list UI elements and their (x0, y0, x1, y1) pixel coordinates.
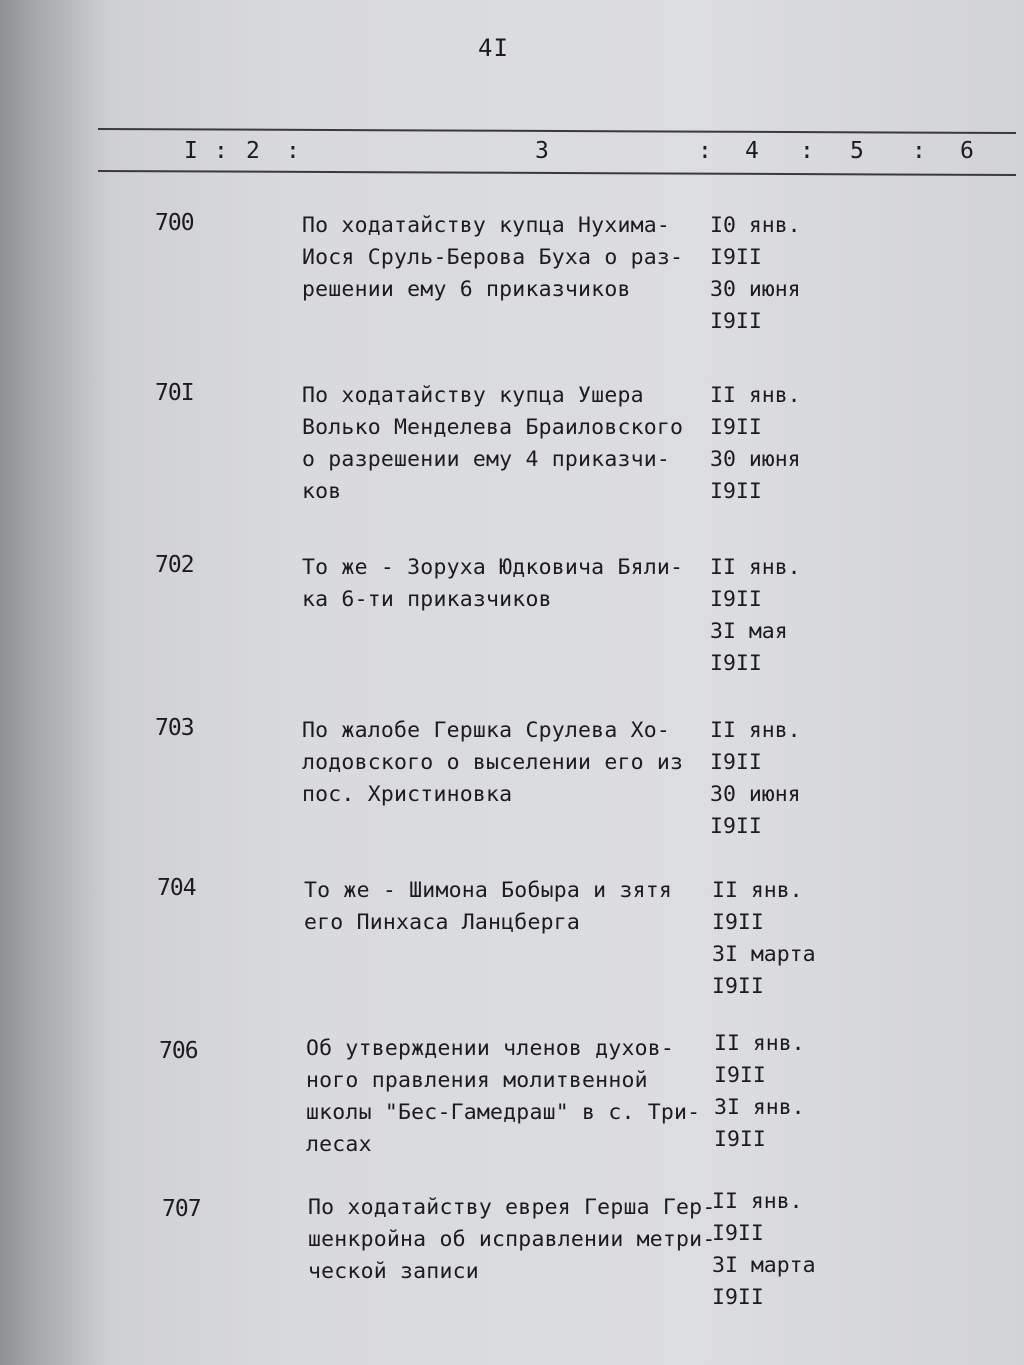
entry-dates (710, 715, 801, 843)
entry-description (304, 875, 672, 939)
entry-dates (714, 1028, 805, 1156)
entry-text-line: ков (302, 479, 342, 504)
end-year: I9II (710, 814, 762, 839)
entry-number: 703 (155, 715, 194, 741)
entry-text-line: По ходатайству еврея Герша Гер- (308, 1195, 716, 1220)
entry-dates (712, 1186, 816, 1314)
table-header-bottom-rule (98, 170, 1016, 176)
column-4-header: 4 (745, 138, 759, 164)
entry-text-line: По жалобе Гершка Срулева Хо- (302, 718, 671, 743)
entry-text-line: По ходатайству купца Ушера (302, 383, 644, 408)
entry-text-line: Иося Сруль-Берова Буха о раз- (302, 245, 684, 270)
entry-text-line: ного правления молитвенной (306, 1068, 648, 1093)
end-date: 30 июня (710, 782, 801, 807)
start-date: II янв. (710, 555, 801, 580)
end-year: I9II (710, 479, 762, 504)
end-date: 3I марта (712, 942, 816, 967)
page-number: 4I (478, 34, 509, 62)
entry-number: 704 (157, 875, 196, 901)
column-5-header: 5 (850, 138, 864, 164)
entry-text-line: ческой записи (308, 1259, 479, 1284)
column-separator: : (214, 138, 228, 164)
end-year: I9II (712, 974, 764, 999)
column-separator: : (912, 138, 926, 164)
entry-text-line: о разрешении ему 4 приказчи- (302, 447, 671, 472)
entry-description (308, 1192, 715, 1288)
column-3-header: 3 (535, 138, 549, 164)
entry-text-line: решении ему 6 приказчиков (302, 277, 631, 302)
start-date: II янв. (712, 1189, 803, 1214)
end-date: 30 июня (710, 277, 801, 302)
entry-text-line: ка 6-ти приказчиков (302, 587, 552, 612)
entry-dates (712, 875, 816, 1003)
end-date: 3I янв. (714, 1095, 805, 1120)
column-separator: : (698, 138, 712, 164)
end-year: I9II (714, 1127, 766, 1152)
entry-text-line: пос. Христиновка (302, 782, 513, 807)
entry-dates (710, 210, 801, 338)
entry-description (306, 1033, 700, 1161)
start-year: I9II (710, 245, 762, 270)
entry-text-line: лесах (306, 1132, 372, 1157)
entry-description (302, 380, 683, 508)
end-date: 3I мая (710, 619, 788, 644)
column-6-header: 6 (960, 138, 974, 164)
entry-description (302, 210, 683, 306)
start-year: I9II (710, 415, 762, 440)
entry-text-line: То же - Шимона Бобыра и зятя (304, 878, 673, 903)
end-year: I9II (710, 309, 762, 334)
entry-number: 700 (155, 210, 194, 236)
entry-number: 707 (162, 1196, 201, 1222)
table-header-top-rule (98, 128, 1016, 134)
end-year: I9II (710, 651, 762, 676)
column-1-header: I (184, 138, 198, 164)
column-separator: : (800, 138, 814, 164)
column-separator: : (286, 138, 300, 164)
entry-text-line: Об утверждении членов духов- (306, 1036, 675, 1061)
column-2-header: 2 (246, 138, 260, 164)
start-date: II янв. (714, 1031, 805, 1056)
entry-text-line: школы "Бес-Гамедраш" в с. Три- (306, 1100, 701, 1125)
entry-text-line: По ходатайству купца Нухима- (302, 213, 671, 238)
end-year: I9II (712, 1285, 764, 1310)
start-year: I9II (710, 750, 762, 775)
start-year: I9II (712, 910, 764, 935)
entry-number: 70I (155, 380, 194, 406)
end-date: 30 июня (710, 447, 801, 472)
start-date: II янв. (712, 878, 803, 903)
start-year: I9II (712, 1221, 764, 1246)
entry-dates (710, 380, 801, 508)
entry-description (302, 552, 683, 616)
entry-number: 706 (159, 1038, 198, 1064)
start-date: I0 янв. (710, 213, 801, 238)
entry-dates (710, 552, 801, 680)
entry-text-line: лодовского о выселении его из (302, 750, 684, 775)
entry-number: 702 (155, 552, 194, 578)
entry-text-line: шенкройна об исправлении метри- (308, 1227, 716, 1252)
entry-text-line: То же - Зоруха Юдковича Бяли- (302, 555, 684, 580)
entry-text-line: Волько Менделева Браиловского (302, 415, 684, 440)
entry-text-line: его Пинхаса Ланцберга (304, 910, 581, 935)
start-year: I9II (710, 587, 762, 612)
start-year: I9II (714, 1063, 766, 1088)
start-date: II янв. (710, 383, 801, 408)
start-date: II янв. (710, 718, 801, 743)
entry-description (302, 715, 683, 811)
end-date: 3I марта (712, 1253, 816, 1278)
